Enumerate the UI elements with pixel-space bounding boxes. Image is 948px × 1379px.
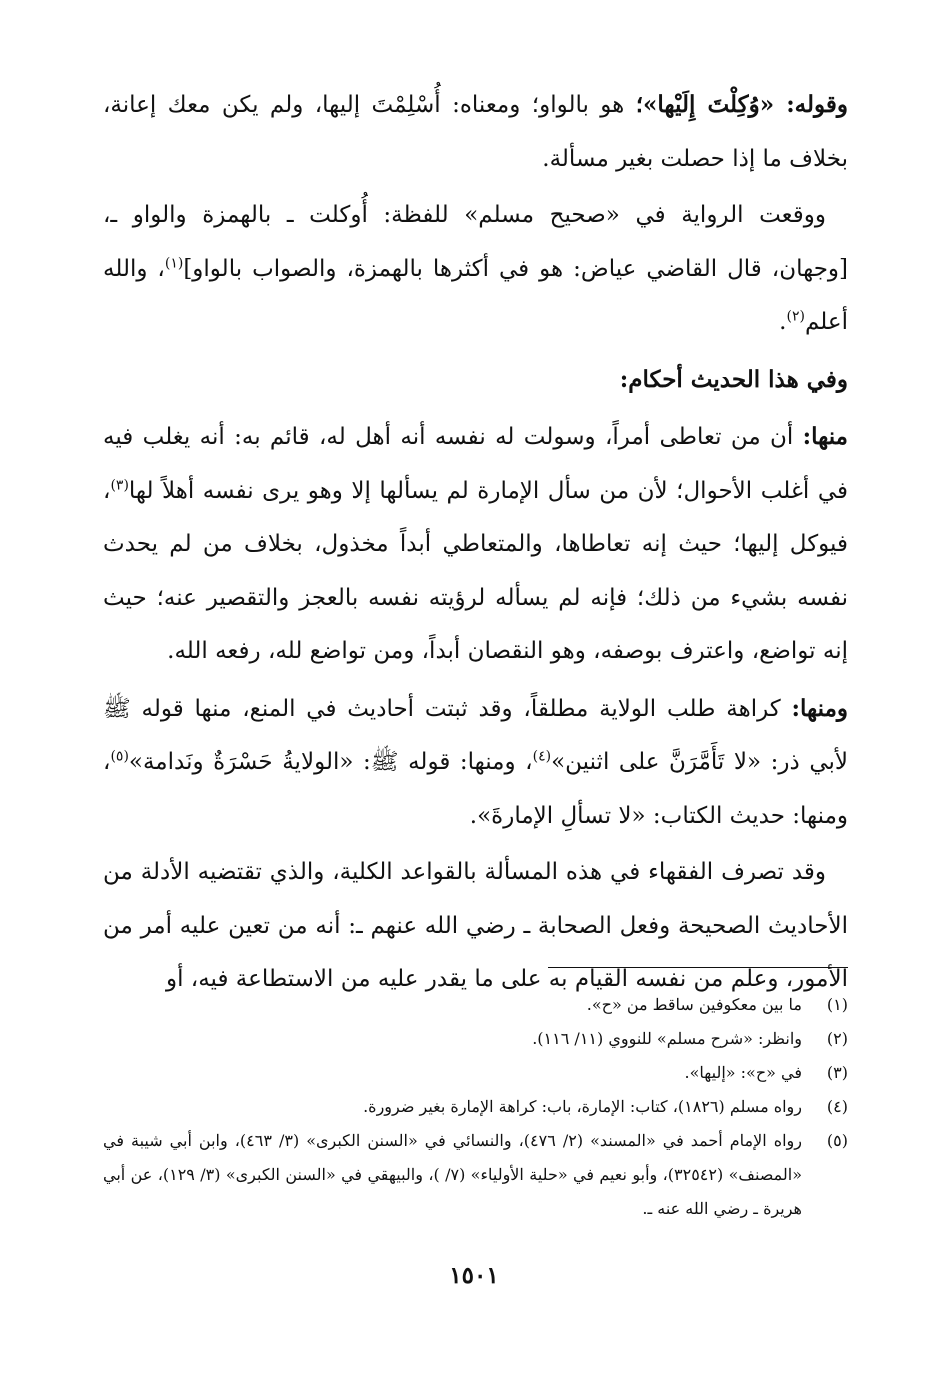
paragraph-4-lead: منها: — [802, 423, 848, 450]
paragraph-2-text-c: . — [779, 309, 787, 335]
paragraph-6 — [103, 846, 848, 1007]
footnote-separator — [548, 967, 848, 968]
paragraph-3 — [103, 353, 848, 408]
paragraph-2-text-a: ووقعت الرواية في «صحيح مسلم» للفظة: أُوكلت ـ بالهمزة والواو ـ، [وجهان، قال القاضي عياض: هو في أكثرها بالهمزة، والصواب بالواو] — [103, 202, 848, 282]
footnote-ref-5: (٥) — [110, 748, 129, 765]
paragraph-1 — [103, 78, 848, 186]
footnote-4 — [103, 1090, 848, 1124]
footnote-text: في «ح»: «إليها». — [684, 1063, 802, 1082]
footnote-2 — [103, 1022, 848, 1056]
page-number: ١٥٠١ — [449, 1262, 499, 1289]
footnote-number: (١) — [826, 995, 848, 1014]
paragraph-2 — [103, 189, 848, 350]
footnote-ref-4: (٤) — [532, 748, 552, 765]
footnote-text: رواه مسلم (١٨٢٦)، كتاب: الإمارة، باب: كراهة الإمارة بغير ضرورة. — [363, 1097, 802, 1116]
footnote-number: (٤) — [826, 1097, 848, 1116]
footnote-text: وانظر: «شرح مسلم» للنووي (١١/ ١١٦). — [532, 1029, 802, 1048]
section-heading: وفي هذا الحديث أحكام: — [619, 365, 848, 393]
paragraph-1-text: هو بالواو؛ ومعناه: أُسْلِمْتَ إليها، ولم يكن معك إعانة، بخلاف ما إذا حصلت بغير مسألة. — [103, 92, 848, 172]
paragraph-4-text-a: أن من تعاطى أمراً، وسولت له نفسه أنه أهل له، قائم به: أنه يغلب فيه في أغلب الأحوال؛ لأن من سأل الإمارة لم يسألها إلا وهو يرى نفسه أهلاً لها — [103, 424, 848, 504]
footnote-ref-3: (٣) — [110, 476, 129, 493]
paragraph-5 — [103, 682, 848, 844]
footnote-1 — [103, 988, 848, 1022]
footnote-number: (٢) — [826, 1029, 848, 1048]
paragraph-4 — [103, 410, 848, 679]
paragraph-2-text-b: ، والله أعلم — [103, 255, 848, 335]
footnote-text: رواه الإمام أحمد في «المسند» (٢/ ٤٧٦)، والنسائي في «السنن الكبرى» (٣/ ٤٦٣)، وابن أبي شيبة في «المصنف» (٣٢٥٤٢)، وأبو نعيم في «حلية الأولياء» (٧/ )، والبيهقي في «السنن الكبرى» (٣/ ١٢٩)، عن أبي هريرة ـ رضي الله عنه ـ. — [103, 1131, 803, 1218]
footnote-text: ما بين معكوفين ساقط من «ح». — [586, 995, 802, 1014]
paragraph-1-lead: وقوله: «وُكِلْتَ إِلَيْها»؛ — [635, 91, 849, 118]
paragraph-5-lead: ومنها: — [791, 694, 848, 722]
paragraph-5-text-a: كراهة طلب الولاية مطلقاً، وقد ثبتت أحاديث في المنع، منها قوله ﷺ لأبي ذر: «لا تَأَمَّرَنَّ على اثنين» — [103, 695, 849, 775]
footnote-number: (٣) — [826, 1063, 848, 1082]
paragraph-5-text-c: ، ومنها: حديث الكتاب: «لا تسألِ الإمارةَ». — [103, 749, 848, 829]
main-text — [103, 78, 848, 1010]
footnote-5 — [103, 1124, 848, 1226]
footnote-ref-1: (١) — [164, 254, 184, 271]
footnotes — [103, 988, 848, 1226]
paragraph-6-text: وقد تصرف الفقهاء في هذه المسألة بالقواعد الكلية، والذي تقتضيه الأدلة من الأحاديث الصحيحة وفعل الصحابة ـ رضي الله عنهم ـ: أنه من تعين عليه أمر من الأمور، وعلم من نفسه القيام به على ما يقدر عليه من الاستطاعة فيه، أو — [103, 859, 848, 992]
paragraph-4-text-b: ، فيوكل إليها؛ حيث إنه تعاطاها، والمتعاطي أبداً مخذول، بخلاف من لم يحدث نفسه بشيء من ذلك؛ فإنه لم يسأله لرؤيته نفسه بالعجز والتقصير عنه؛ حيث إنه تواضع، واعترف بوصفه، وهو النقصان أبداً، ومن تواضع لله، رفعه الله. — [103, 477, 848, 664]
footnote-3 — [103, 1056, 848, 1090]
footnote-ref-2: (٢) — [786, 308, 805, 325]
footnote-number: (٥) — [826, 1131, 848, 1150]
paragraph-5-text-b: ، ومنها: قوله ﷺ: «الولايةُ حَسْرَةٌ ونَدامة» — [128, 749, 533, 775]
